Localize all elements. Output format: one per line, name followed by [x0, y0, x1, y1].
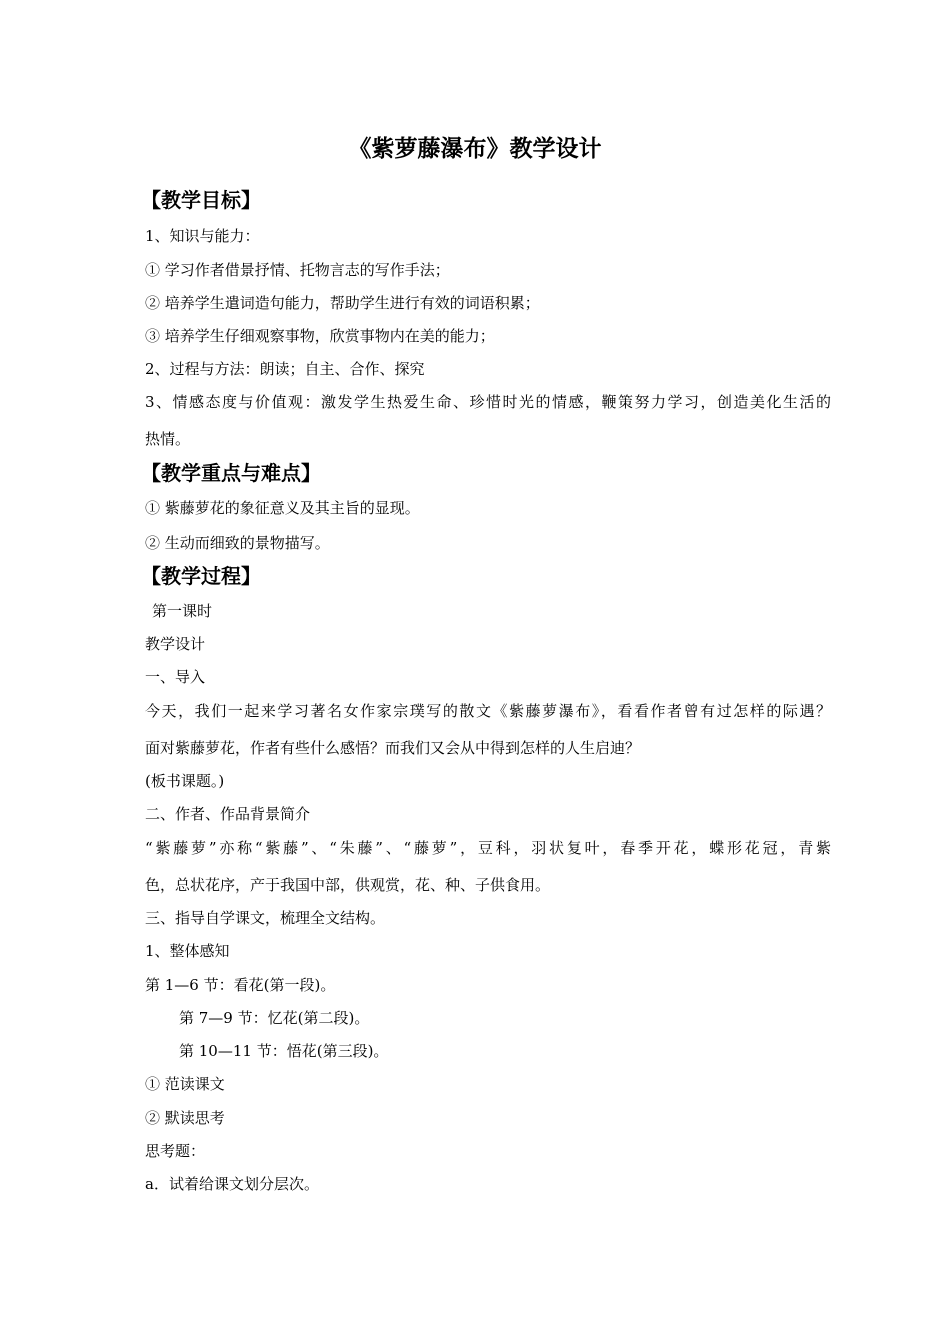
process-line: a．试着给课文划分层次。: [145, 1175, 319, 1193]
process-line: ② 默读思考: [145, 1109, 225, 1127]
process-line: 1、整体感知: [145, 942, 230, 960]
objective-line: 热情。: [145, 430, 191, 448]
process-line: 色，总状花序，产于我国中部，供观赏，花、种、子供食用。: [145, 876, 551, 894]
key-point-line: ② 生动而细致的景物描写。: [145, 534, 330, 552]
process-line: 第 10—11 节：悟花(第三段)。: [179, 1042, 389, 1060]
section-heading-objectives: 【教学目标】: [141, 188, 261, 212]
objective-line: ③ 培养学生仔细观察事物，欣赏事物内在美的能力；: [145, 327, 495, 345]
key-point-line: ① 紫藤萝花的象征意义及其主旨的显现。: [145, 499, 420, 517]
process-line: 第 7—9 节：忆花(第二段)。: [179, 1009, 370, 1027]
section-heading-key-points: 【教学重点与难点】: [141, 461, 321, 485]
objective-line: 2、过程与方法：朗读；自主、合作、探究: [145, 360, 425, 378]
process-line: 今天，我们一起来学习著名女作家宗璞写的散文《紫藤萝瀑布》，看看作者曾有过怎样的际遇？: [145, 702, 831, 720]
objective-line: ① 学习作者借景抒情、托物言志的写作手法；: [145, 261, 450, 279]
process-line: 三、指导自学课文，梳理全文结构。: [145, 909, 386, 927]
process-line: (板书课题。): [145, 772, 225, 790]
process-line: 一、导入: [145, 668, 206, 686]
process-line: 二、作者、作品背景简介: [145, 805, 311, 823]
objective-line: ② 培养学生遣词造句能力，帮助学生进行有效的词语积累；: [145, 294, 540, 312]
process-line: 面对紫藤萝花，作者有些什么感悟？而我们又会从中得到怎样的人生启迪？: [145, 739, 641, 757]
process-line: ① 范读课文: [145, 1075, 225, 1093]
process-line: 思考题：: [145, 1142, 206, 1160]
process-line: 教学设计: [145, 635, 206, 653]
process-line: 第 1—6 节：看花(第一段)。: [145, 976, 336, 994]
process-line: 第一课时: [152, 602, 213, 620]
process-line: “紫藤萝”亦称“紫藤”、“朱藤”、“藤萝”，豆科，羽状复叶，春季开花，蝶形花冠，青紫: [145, 839, 831, 857]
objective-line: 3、情感态度与价值观：激发学生热爱生命、珍惜时光的情感，鞭策努力学习，创造美化生活的: [145, 393, 831, 411]
document-title: 《紫萝藤瀑布》教学设计: [348, 136, 602, 162]
section-heading-process: 【教学过程】: [141, 564, 261, 588]
objective-line: 1、知识与能力：: [145, 227, 260, 245]
